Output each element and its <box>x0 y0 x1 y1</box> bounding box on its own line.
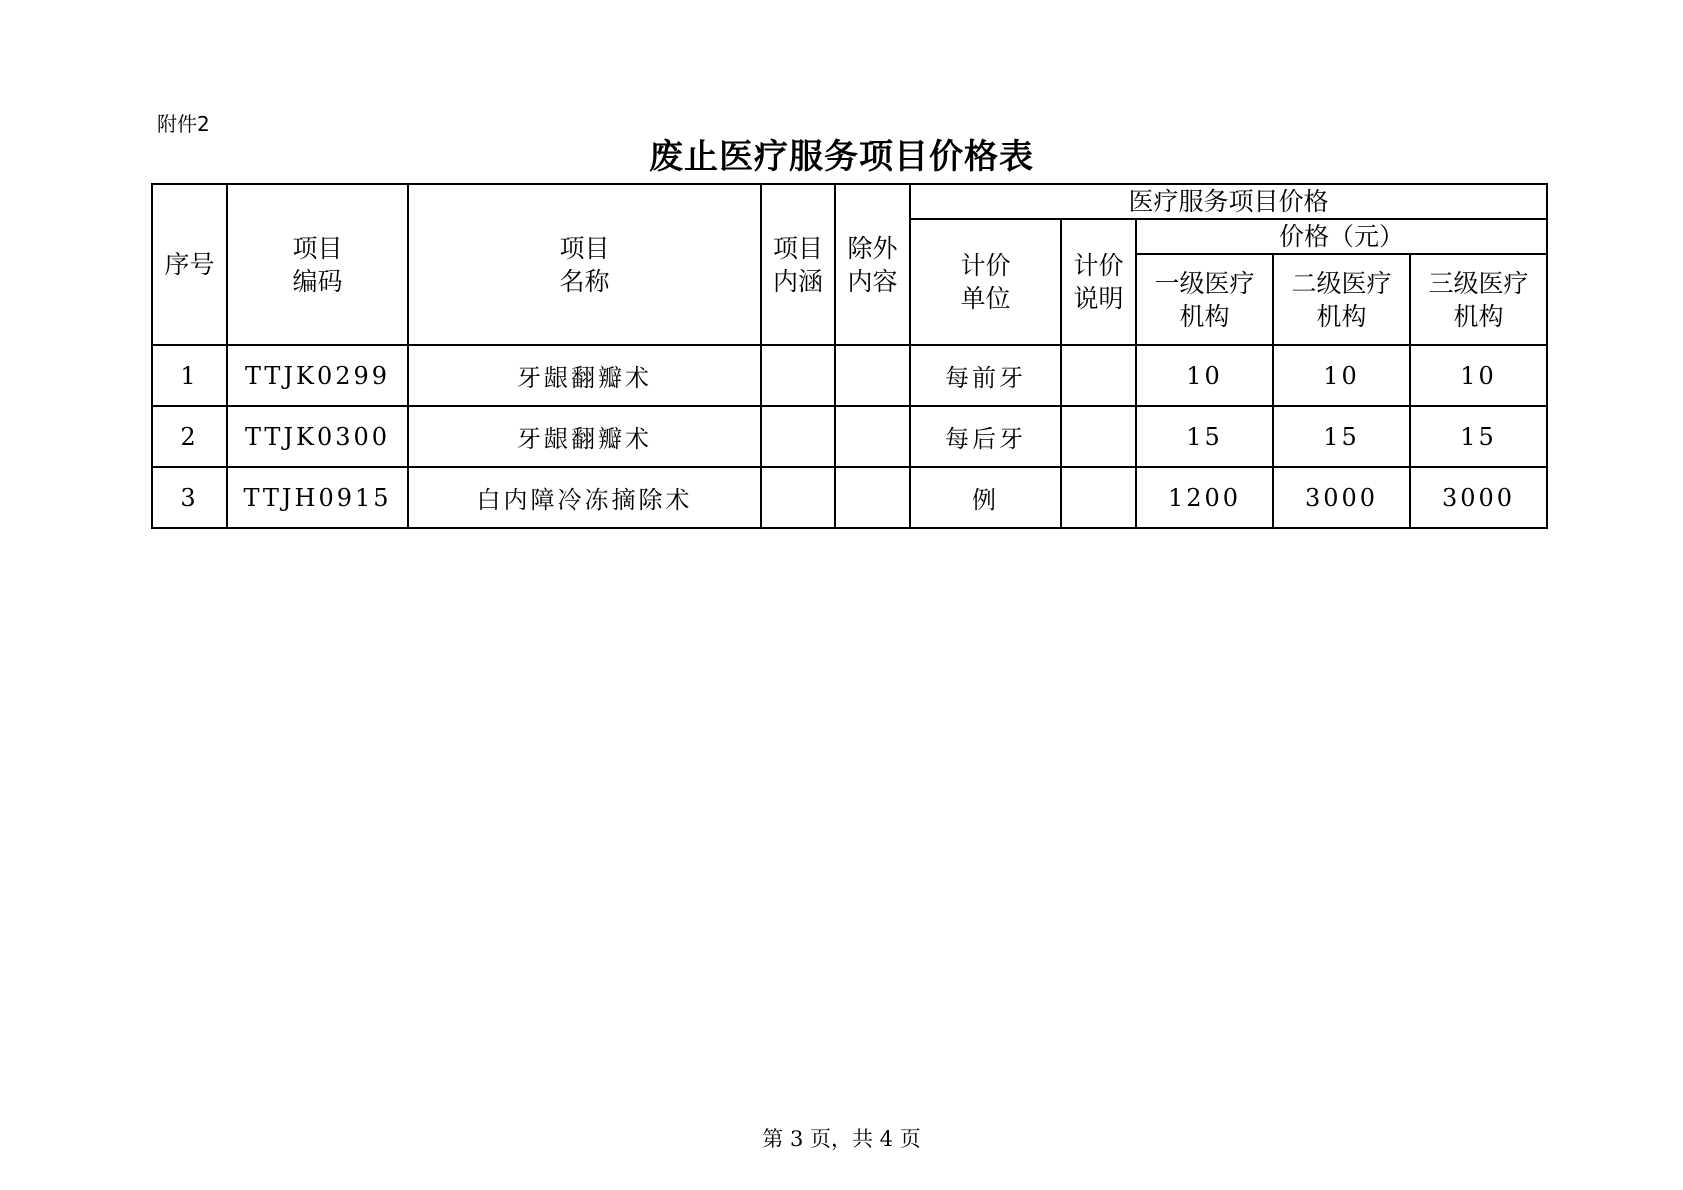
cell-level2: 3000 <box>1273 467 1410 528</box>
header-note-line-1: 计价 <box>1073 251 1124 280</box>
header-name <box>408 184 761 345</box>
header-code <box>227 184 408 345</box>
cell-content <box>761 406 835 467</box>
header-level2 <box>1273 254 1410 345</box>
cell-level3: 10 <box>1410 345 1547 406</box>
cell-code: TTJH0915 <box>227 467 408 528</box>
header-level1-line-1: 一级医疗 <box>1154 268 1255 298</box>
cell-excluded <box>835 406 910 467</box>
cell-seq: 3 <box>152 467 227 528</box>
cell-level3: 15 <box>1410 406 1547 467</box>
table-row <box>152 345 1547 406</box>
cell-level2: 10 <box>1273 345 1410 406</box>
header-excluded-line-2: 内容 <box>847 266 898 296</box>
header-price-group: 医疗服务项目价格 <box>910 184 1547 219</box>
document-title: 废止医疗服务项目价格表 <box>649 137 1034 177</box>
page-footer: 第 3 页，共 4 页 <box>762 1127 921 1151</box>
cell-unit: 每前牙 <box>910 345 1061 406</box>
header-excluded <box>835 184 910 345</box>
cell-unit: 每后牙 <box>910 406 1061 467</box>
cell-code: TTJK0299 <box>227 345 408 406</box>
header-level3 <box>1410 254 1547 345</box>
header-unit-line-2: 单位 <box>960 284 1011 313</box>
cell-note <box>1061 467 1136 528</box>
cell-content <box>761 345 835 406</box>
cell-name: 牙龈翻瓣术 <box>408 345 761 406</box>
cell-code: TTJK0300 <box>227 406 408 467</box>
cell-unit: 例 <box>910 467 1061 528</box>
header-level3-line-2: 机构 <box>1453 301 1504 331</box>
cell-level1: 1200 <box>1136 467 1273 528</box>
cell-note <box>1061 345 1136 406</box>
header-level2-line-1: 二级医疗 <box>1291 268 1392 298</box>
header-unit-line-1: 计价 <box>960 251 1011 280</box>
header-excluded-line-1: 除外 <box>847 233 898 263</box>
price-table <box>151 183 1548 529</box>
header-code-line-2: 编码 <box>292 266 343 296</box>
cell-note <box>1061 406 1136 467</box>
header-name-line-2: 名称 <box>559 266 610 296</box>
table-row <box>152 467 1547 528</box>
cell-level1: 10 <box>1136 345 1273 406</box>
header-content-line-1: 项目 <box>772 233 823 263</box>
header-level1 <box>1136 254 1273 345</box>
cell-level2: 15 <box>1273 406 1410 467</box>
cell-excluded <box>835 345 910 406</box>
cell-seq: 1 <box>152 345 227 406</box>
header-seq <box>152 184 227 345</box>
cell-seq: 2 <box>152 406 227 467</box>
header-level1-line-2: 机构 <box>1179 301 1230 331</box>
header-content-line-2: 内涵 <box>772 266 823 296</box>
header-code-line-1: 项目 <box>292 233 343 263</box>
cell-level1: 15 <box>1136 406 1273 467</box>
header-seq-line-1: 序号 <box>164 250 215 279</box>
cell-content <box>761 467 835 528</box>
cell-level3: 3000 <box>1410 467 1547 528</box>
cell-name: 白内障冷冻摘除术 <box>408 467 761 528</box>
header-name-line-1: 项目 <box>559 233 610 263</box>
table-row <box>152 406 1547 467</box>
header-price-yuan: 价格（元） <box>1136 219 1547 254</box>
header-level3-line-1: 三级医疗 <box>1428 268 1529 298</box>
header-note-line-2: 说明 <box>1073 284 1124 313</box>
header-note <box>1061 219 1136 345</box>
header-level2-line-2: 机构 <box>1316 301 1367 331</box>
cell-excluded <box>835 467 910 528</box>
attachment-label: 附件2 <box>157 112 210 136</box>
header-content <box>761 184 835 345</box>
cell-name: 牙龈翻瓣术 <box>408 406 761 467</box>
header-unit <box>910 219 1061 345</box>
